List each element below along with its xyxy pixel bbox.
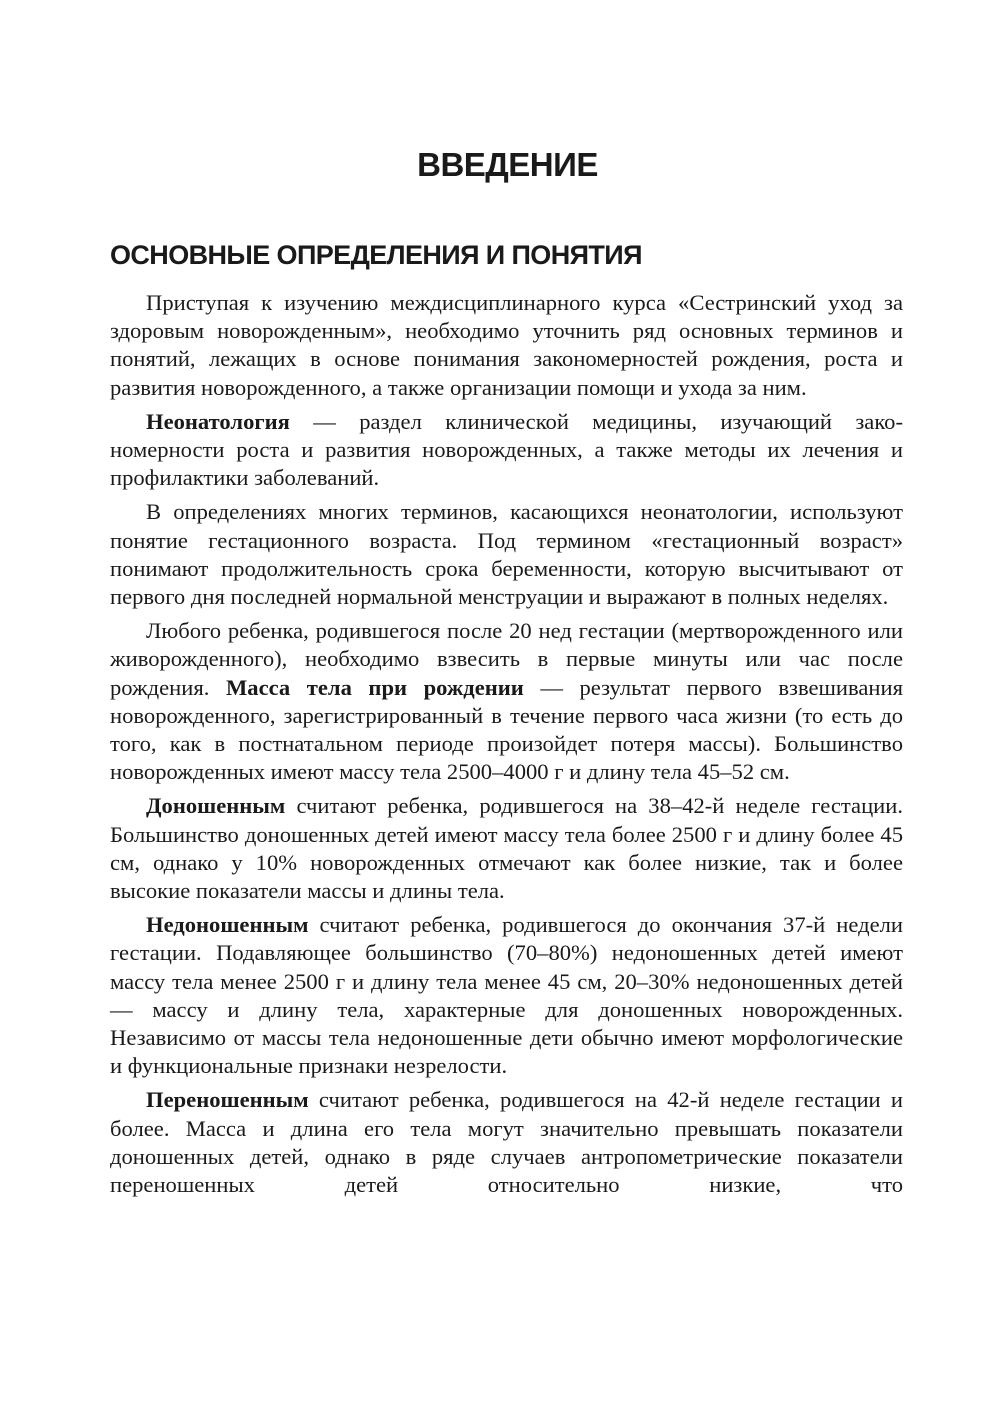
paragraph-text: — результат первого взвешивания новорожденного, зарегистрированный в течение первого часа жизни (то есть до того, как в постнатальном периоде произойдет потеря массы). Большинство новорожденных имеют массу тела 2500–4000 г и длину тела 45–52 см. [110,674,903,785]
chapter-title: ВВЕДЕНИЕ [417,146,598,183]
paragraph-text: — раздел клинической медицины, изучающий закономерности роста и развития новорожденных, а также методы их лечения и профилактики заболеваний. [110,408,903,491]
term-post-term: Переношенным [146,1087,309,1113]
paragraph-text: В определениях многих терминов, касающихся неонатологии, используют понятие гестационного возраста. Под термином «гестационный возраст» понимают продолжительность срока беременности, которую высчитывают от первого дня последней нормальной менструации и выражают в полных неделях. [110,499,903,610]
paragraph-text: считают ребенка, родившегося на 42-й неделе гестации и более. Масса и длина его тела могут значительно превышать показатели доношенных детей, однако в ряде случаев антропометрические показатели переношенных детей относительно низкие, что [110,1087,903,1198]
paragraph-neonatology [110,408,903,493]
paragraph-text: Приступая к изучению междисциплинарного курса «Сестринский уход за здоровым новорожденным», необходимо уточнить ряд основных терминов и понятий, лежащих в основе понимания закономерностей рождения, роста и развития новорожденного, а также организации помощи и ухода за ним. [110,290,903,400]
body-text [110,289,903,1199]
paragraph-intro [110,289,903,402]
paragraph-post-term [110,1086,903,1199]
term-birth-weight: Масса тела при рождении [225,674,524,700]
paragraph-birth-weight [110,617,903,786]
paragraph-text: считают ребенка, родившегося на 38–42-й неделе гестации. Большинство доношенных детей имеют массу тела более 2500 г и длину более 45 см, однако у 10% новорожденных отмечают как более низкие, так и более высокие показатели массы и длины тела. [110,793,903,904]
paragraph-full-term [110,792,903,905]
paragraph-text: Любого ребенка, родившегося после 20 нед гестации (мертворожденного или живорожденного), необходимо взвесить в первые минуты или час после рождения. [110,618,903,700]
paragraph-preterm [110,911,903,1080]
paragraph-gestational-age [110,498,903,611]
term-preterm: Недоношенным [146,912,309,938]
section-title: ОСНОВНЫЕ ОПРЕДЕЛЕНИЯ И ПОНЯТИЯ [110,240,642,270]
term-full-term: Доношенным [146,793,286,819]
paragraph-text: считают ребенка, родившегося до окончания 37-й недели гестации. Подавляющее большинство (70–80%) недоношенных детей имеют массу тела менее 2500 г и длину тела менее 45 см, 20–30% недоношенных детей — массу и длину тела, характерные для доношенных новорожденных. Независимо от массы тела недоношенные дети обычно имеют морфологические и функциональные признаки незрелости. [110,912,903,1079]
term-neonatology: Неонатология [146,408,290,434]
